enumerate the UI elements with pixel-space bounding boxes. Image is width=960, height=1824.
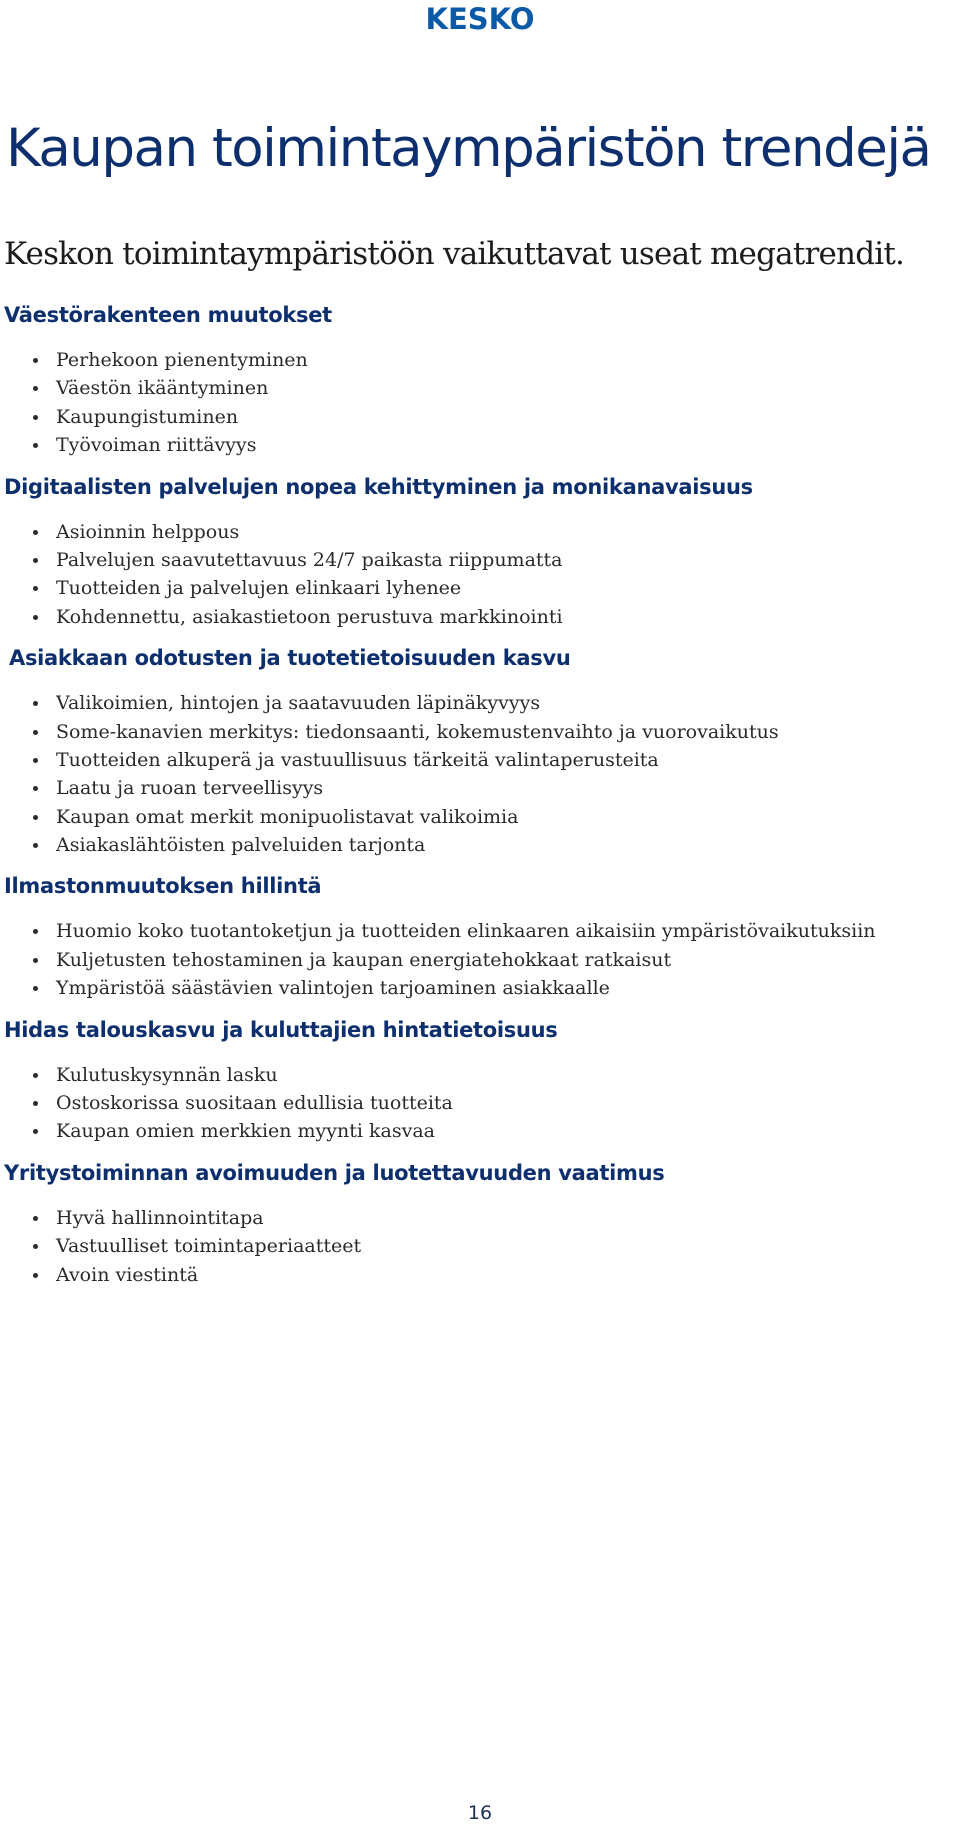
trend-sections xyxy=(4,298,954,1299)
bullet-icon xyxy=(33,1273,38,1278)
bullet-icon xyxy=(33,586,38,591)
bullet-icon xyxy=(33,929,38,934)
list-item xyxy=(4,346,954,374)
list-item-text: Työvoiman riittävyys xyxy=(56,434,257,457)
bullet-list xyxy=(4,332,954,470)
bullet-icon xyxy=(33,986,38,991)
list-item-text: Avoin viestintä xyxy=(56,1263,199,1286)
bullet-icon xyxy=(33,843,38,848)
list-item xyxy=(4,917,954,945)
list-item-text: Hyvä hallinnointitapa xyxy=(56,1206,264,1229)
list-item-text: Kulutuskysynnän lasku xyxy=(56,1063,278,1086)
list-item xyxy=(4,974,954,1002)
section-economy xyxy=(4,1013,954,1156)
bullet-icon xyxy=(33,701,38,706)
bullet-icon xyxy=(33,358,38,363)
list-item xyxy=(4,746,954,774)
bullet-icon xyxy=(33,786,38,791)
kesko-logo: KESKO xyxy=(425,2,535,36)
list-item-text: Huomio koko tuotantoketjun ja tuotteiden elinkaaren aikaisiin ympäristövaikutuksiin xyxy=(56,920,876,943)
list-item-text: Vastuulliset toimintaperiaatteet xyxy=(56,1235,362,1258)
section-heading: Asiakkaan odotusten ja tuotetietoisuuden kasvu xyxy=(9,646,571,671)
list-item-text: Ympäristöä säästävien valintojen tarjoaminen asiakkaalle xyxy=(56,977,610,1000)
list-item-text: Kohdennettu, asiakastietoon perustuva markkinointi xyxy=(56,605,563,628)
bullet-icon xyxy=(33,1244,38,1249)
bullet-icon xyxy=(33,1129,38,1134)
list-item-text: Tuotteiden ja palvelujen elinkaari lyhenee xyxy=(56,577,462,600)
list-item-text: Some-kanavien merkitys: tiedonsaanti, kokemustenvaihto ja vuorovaikutus xyxy=(56,720,779,743)
list-item xyxy=(4,946,954,974)
bullet-icon xyxy=(33,758,38,763)
bullet-icon xyxy=(33,1101,38,1106)
section-climate xyxy=(4,869,954,1012)
list-item xyxy=(4,774,954,802)
list-item xyxy=(4,574,954,602)
list-item-text: Väestön ikääntyminen xyxy=(56,377,269,400)
page-number: 16 xyxy=(467,1802,493,1824)
list-item xyxy=(4,518,954,546)
page-title: Kaupan toimintaympäristön trendejä xyxy=(6,118,931,179)
bullet-list xyxy=(4,1190,954,1299)
list-item xyxy=(4,374,954,402)
section-heading: Ilmastonmuutoksen hillintä xyxy=(4,874,322,899)
bullet-icon xyxy=(33,958,38,963)
bullet-icon xyxy=(33,386,38,391)
bullet-icon xyxy=(33,558,38,563)
bullet-icon xyxy=(33,730,38,735)
list-item-text: Kaupan omat merkit monipuolistavat valikoimia xyxy=(56,805,519,828)
list-item xyxy=(4,831,954,859)
section-digital-services xyxy=(4,470,954,642)
list-item xyxy=(4,718,954,746)
bullet-list xyxy=(4,504,954,642)
list-item-text: Perhekoon pienentyminen xyxy=(56,349,308,371)
list-item-text: Valikoimien, hintojen ja saatavuuden läpinäkyvyys xyxy=(56,692,541,715)
intro-text: Keskon toimintaympäristöön vaikuttavat useat megatrendit. xyxy=(4,236,905,272)
bullet-icon xyxy=(33,615,38,620)
list-item-text: Palvelujen saavutettavuus 24/7 paikasta riippumatta xyxy=(56,548,563,571)
bullet-icon xyxy=(33,1073,38,1078)
list-item xyxy=(4,603,954,631)
section-population xyxy=(4,298,954,470)
bullet-list xyxy=(4,675,954,869)
section-customer-expectations xyxy=(4,641,954,869)
list-item-text: Asioinnin helppous xyxy=(56,520,240,543)
section-heading: Yritystoiminnan avoimuuden ja luotettavuuden vaatimus xyxy=(4,1160,665,1185)
list-item xyxy=(4,803,954,831)
list-item-text: Kaupungistuminen xyxy=(56,405,239,428)
section-heading: Digitaalisten palvelujen nopea kehittyminen ja monikanavaisuus xyxy=(4,474,753,499)
bullet-icon xyxy=(33,443,38,448)
list-item xyxy=(4,1232,954,1260)
section-heading: Hidas talouskasvu ja kuluttajien hintatietoisuus xyxy=(4,1017,558,1042)
bullet-icon xyxy=(33,415,38,420)
list-item-text: Asiakaslähtöisten palveluiden tarjonta xyxy=(56,834,426,857)
bullet-icon xyxy=(33,1216,38,1221)
list-item-text: Kaupan omien merkkien myynti kasvaa xyxy=(56,1120,435,1143)
list-item-text: Ostoskorissa suositaan edullisia tuotteita xyxy=(56,1092,453,1115)
section-heading: Väestörakenteen muutokset xyxy=(4,303,332,327)
list-item-text: Laatu ja ruoan terveellisyys xyxy=(56,777,324,800)
section-transparency xyxy=(4,1156,954,1299)
list-item xyxy=(4,431,954,459)
list-item xyxy=(4,1117,954,1145)
list-item xyxy=(4,1089,954,1117)
bullet-list xyxy=(4,1047,954,1156)
bullet-list xyxy=(4,903,954,1012)
list-item xyxy=(4,1261,954,1289)
list-item-text: Kuljetusten tehostaminen ja kaupan energiatehokkaat ratkaisut xyxy=(56,948,672,971)
list-item xyxy=(4,546,954,574)
bullet-icon xyxy=(33,815,38,820)
list-item xyxy=(4,1204,954,1232)
list-item xyxy=(4,1061,954,1089)
bullet-icon xyxy=(33,530,38,535)
list-item xyxy=(4,689,954,717)
list-item-text: Tuotteiden alkuperä ja vastuullisuus tärkeitä valintaperusteita xyxy=(56,748,659,771)
list-item xyxy=(4,403,954,431)
